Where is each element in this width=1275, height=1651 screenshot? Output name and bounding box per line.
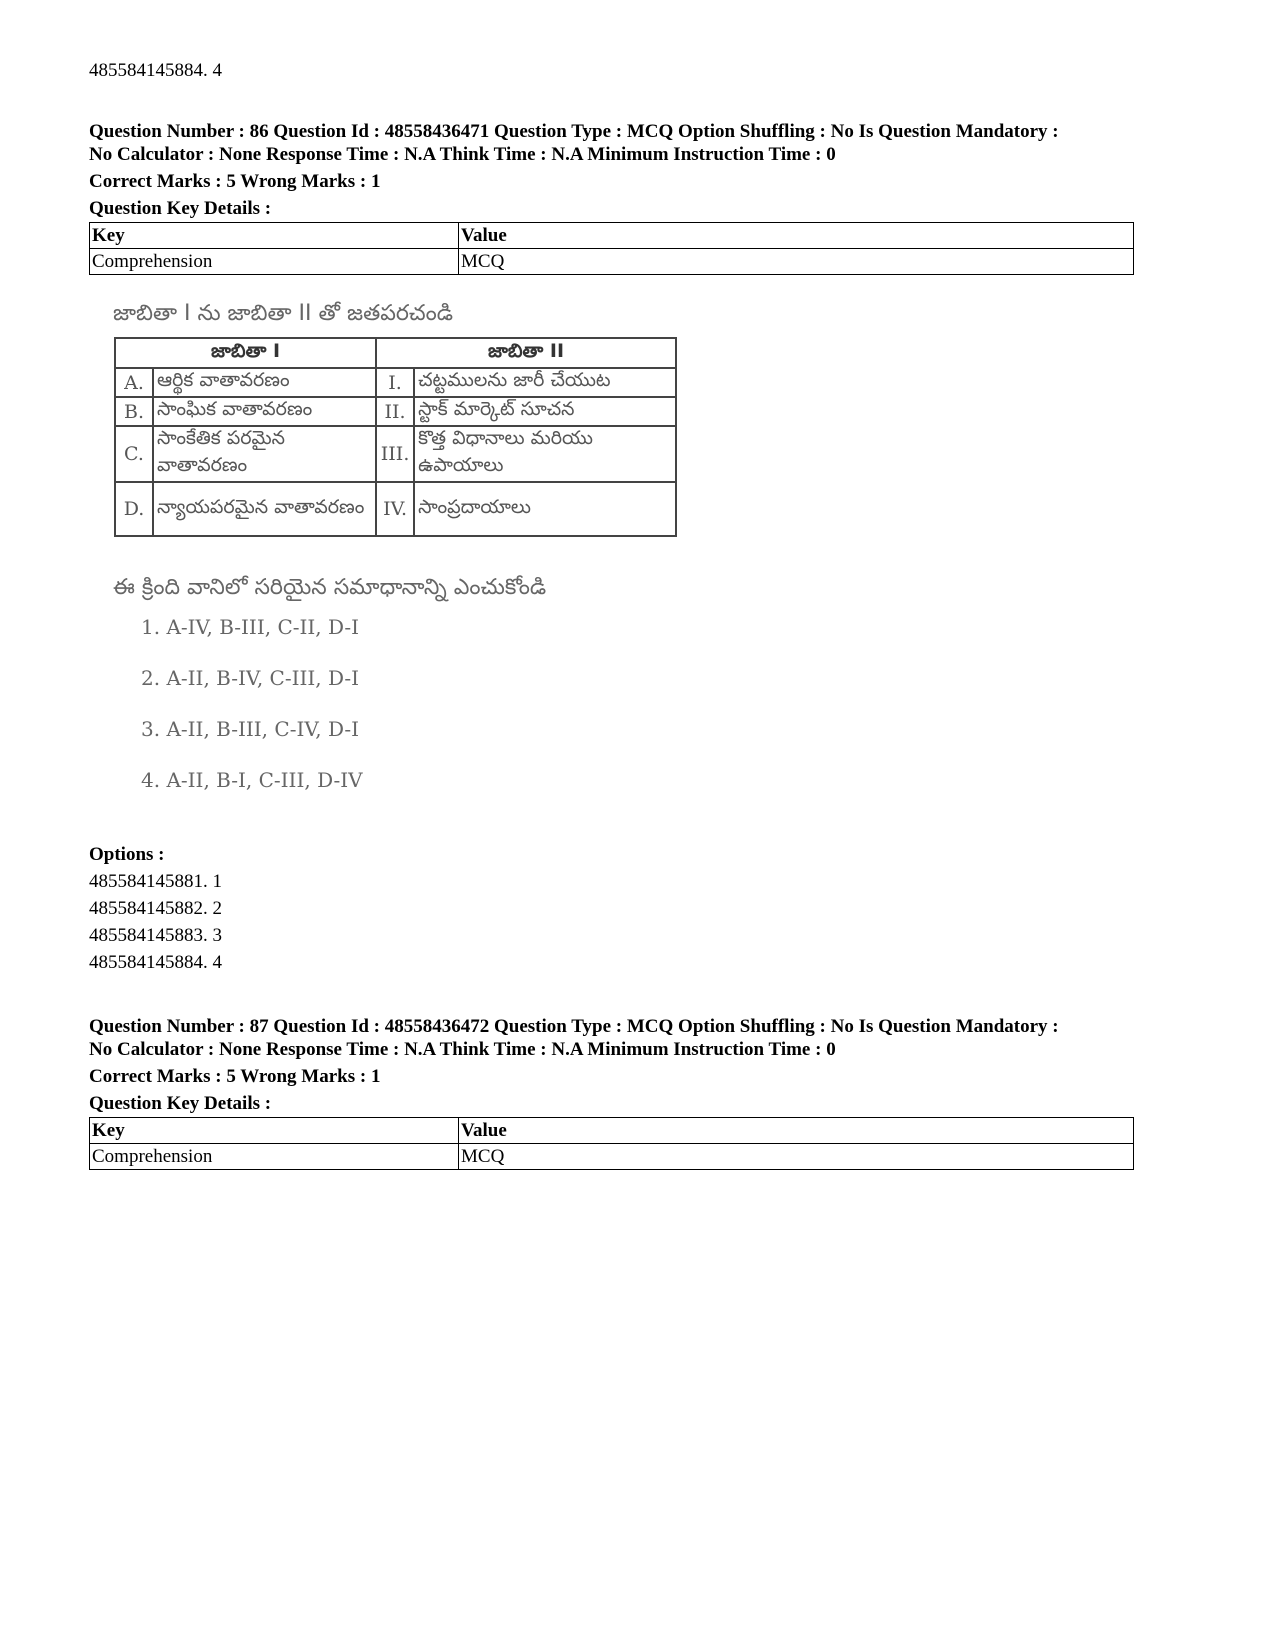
answer-choice: 1. A-IV, B-III, C-II, D-I (141, 615, 360, 639)
row-label: D. (115, 482, 153, 536)
row-label: II. (376, 397, 414, 426)
marks-line: Correct Marks : 5 Wrong Marks : 1 (89, 171, 381, 192)
cell-key: Comprehension (90, 249, 459, 275)
option-item: 485584145884. 4 (89, 952, 222, 973)
option-item: 485584145882. 2 (89, 898, 222, 919)
row-label: III. (376, 426, 414, 482)
question-87-block (89, 1015, 1134, 1170)
question-86-block (89, 120, 1134, 829)
table-row (90, 249, 1134, 275)
row-label: A. (115, 368, 153, 397)
match-row (115, 368, 676, 397)
header-value: Value (459, 223, 1134, 249)
key-details-table (89, 222, 1134, 275)
option-text: 485584145884. 4 (89, 60, 222, 81)
list2-header: జాబితా II (376, 338, 676, 368)
answer-choice: 3. A-II, B-III, C-IV, D-I (141, 717, 360, 741)
header-value: Value (459, 1118, 1134, 1144)
row-label: B. (115, 397, 153, 426)
list1-item: న్యాయపరమైన వాతావరణం (153, 482, 376, 536)
options-label: Options : (89, 844, 165, 865)
row-label: IV. (376, 482, 414, 536)
row-label: I. (376, 368, 414, 397)
row-label: C. (115, 426, 153, 482)
option-item: 485584145883. 3 (89, 925, 222, 946)
list1-item: ఆర్థిక వాతావరణం (153, 368, 376, 397)
question-meta-line1: Question Number : 87 Question Id : 48558436472 Question Type : MCQ Option Shuffling : No Is Question Mandatory : (89, 1016, 1059, 1037)
question-instruction: జాబితా I ను జాబితా II తో జతపరచండి (113, 301, 454, 326)
list2-item: చట్టములను జారీ చేయుట (414, 368, 676, 397)
previous-option-line (89, 57, 1134, 84)
list1-item: సాంఘిక వాతావరణం (153, 397, 376, 426)
table-header-row (90, 1118, 1134, 1144)
table-header-row (90, 223, 1134, 249)
match-table (114, 337, 677, 537)
header-key: Key (90, 223, 459, 249)
match-row (115, 397, 676, 426)
question-meta-line2: No Calculator : None Response Time : N.A Think Time : N.A Minimum Instruction Time : 0 (89, 144, 836, 165)
key-details-label: Question Key Details : (89, 198, 272, 219)
header-key: Key (90, 1118, 459, 1144)
table-row (90, 1144, 1134, 1170)
question-meta-line1: Question Number : 86 Question Id : 48558436471 Question Type : MCQ Option Shuffling : No Is Question Mandatory : (89, 121, 1059, 142)
list1-header: జాబితా I (115, 338, 376, 368)
cell-value: MCQ (459, 1144, 1134, 1170)
cell-key: Comprehension (90, 1144, 459, 1170)
answer-choice: 2. A-II, B-IV, C-III, D-I (141, 666, 360, 690)
list2-item: స్టాక్ మార్కెట్ సూచన (414, 397, 676, 426)
list2-item: సాంప్రదాయాలు (414, 482, 676, 536)
match-row (115, 482, 676, 536)
answer-choice: 4. A-II, B-I, C-III, D-IV (141, 768, 363, 792)
options-block (89, 841, 1134, 976)
list1-item: సాంకేతిక పరమైన వాతావరణం (153, 426, 376, 482)
key-details-table (89, 1117, 1134, 1170)
match-header-row (115, 338, 676, 368)
cell-value: MCQ (459, 249, 1134, 275)
key-details-label: Question Key Details : (89, 1093, 272, 1114)
question-meta-line2: No Calculator : None Response Time : N.A Think Time : N.A Minimum Instruction Time : 0 (89, 1039, 836, 1060)
question-image (89, 289, 689, 829)
choose-instruction: ఈ క్రింది వానిలో సరియైన సమాధానాన్ని ఎంచుకోండి (113, 575, 547, 600)
marks-line: Correct Marks : 5 Wrong Marks : 1 (89, 1066, 381, 1087)
list2-item: కొత్త విధానాలు మరియు ఉపాయాలు (414, 426, 676, 482)
match-row (115, 426, 676, 482)
option-item: 485584145881. 1 (89, 871, 222, 892)
